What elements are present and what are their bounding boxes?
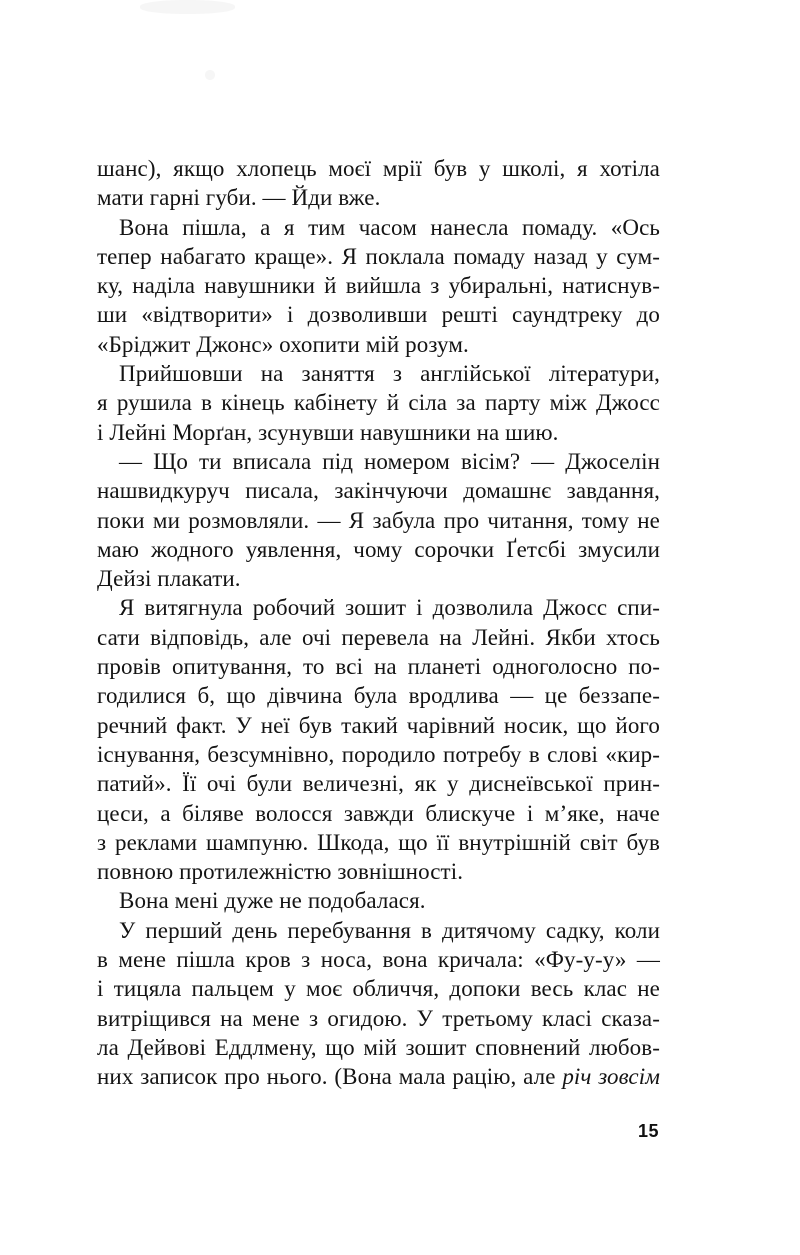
text-line [97,476,660,505]
text-line [97,359,660,388]
text-line [97,447,660,476]
text-segment: цеси, а біляве волосся завжди блискуче і м’яке, наче [97,800,660,826]
text-line [97,652,660,681]
text-line [97,799,660,828]
text-line [97,740,660,769]
text-line [97,1004,660,1033]
paragraph [97,886,660,915]
text-segment: Вона мені дуже не подобалася. [119,888,426,914]
italic-text: річ зовсім [562,1064,660,1090]
scan-artifact [205,70,215,80]
text-line [97,506,660,535]
text-line [97,271,660,300]
text-line [97,828,660,857]
text-segment: Дейзі плакати. [97,566,241,592]
text-line [97,916,660,945]
text-segment: і Лейні Морґан, зсунувши навушники на шию. [97,419,559,445]
paragraph [97,213,660,359]
text-segment: повною протилежністю зовнішності. [97,859,464,885]
text-segment: сати відповідь, але очі перевела на Лейні. Якби хтось [97,624,660,650]
text-segment: в мене пішла кров з носа, вона кричала: «Фу-у-у» — [97,947,660,973]
paragraph [97,154,660,213]
text-line [97,974,660,1003]
text-segment: — Що ти вписала під номером вісім? — Джоселін [119,448,660,474]
text-line [97,1062,660,1091]
text-block [97,154,660,1092]
text-segment: ку, наділа навушники й вийшла з убиральні, натиснув- [97,273,660,299]
text-line [97,154,660,183]
text-segment: тепер набагато краще». Я поклала помаду назад у сум- [97,243,660,269]
text-segment: Прийшовши на заняття з англійської літератури, [119,361,660,387]
text-segment: і тицяла пальцем у моє обличчя, допоки весь клас не [97,976,660,1002]
paragraph [97,916,660,1092]
text-segment: ла Дейвові Еддлмену, що мій зошит сповнений любов- [97,1034,660,1060]
text-segment: витріщився на мене з огидою. У третьому класі сказа- [97,1005,660,1031]
page-number: 15 [637,1121,659,1141]
text-line [97,593,660,622]
text-segment: годилися б, що дівчина була вродлива — це беззапе- [97,683,660,709]
text-line [97,330,660,359]
paragraph [97,447,660,593]
text-line [97,711,660,740]
paragraph [97,359,660,447]
text-line [97,183,660,212]
text-segment: ши «відтворити» і дозволивши решті саундтреку до [97,302,660,328]
text-segment: нашвидкуруч писала, закінчуючи домашнє завдання, [97,478,660,504]
text-segment: Я витягнула робочий зошит і дозволила Джосс спи- [119,595,660,621]
text-line [97,242,660,271]
text-line [97,681,660,710]
paragraph [97,593,660,886]
text-segment: я рушила в кінець кабінету й сіла за парту між Джосс [97,390,660,416]
text-line [97,418,660,447]
text-segment: У перший день перебування в дитячому садку, коли [119,917,660,943]
text-line [97,945,660,974]
text-line [97,535,660,564]
text-segment: речний факт. У неї був такий чарівний носик, що його [97,712,660,738]
text-line [97,769,660,798]
text-segment: провів опитування, то всі на планеті одноголосно по- [97,654,660,680]
text-segment: «Бріджит Джонс» охопити мій розум. [97,331,469,357]
text-line [97,213,660,242]
text-segment: маю жодного уявлення, чому сорочки Ґетсбі змусили [97,536,660,562]
text-segment: з реклами шампуню. Шкода, що її внутрішній світ був [97,829,660,855]
text-segment: існування, безсумнівно, породило потребу в слові «кир- [97,741,660,767]
text-line [97,564,660,593]
text-line [97,857,660,886]
scan-artifact [140,0,235,14]
text-line [97,388,660,417]
text-segment: Вона пішла, а я тим часом нанесла помаду. «Ось [119,214,660,240]
text-line [97,886,660,915]
text-line [97,623,660,652]
text-segment: мати гарні губи. — Йди вже. [97,185,381,211]
text-line [97,300,660,329]
text-segment: поки ми розмовляли. — Я забула про читання, тому не [97,507,660,533]
text-line [97,1033,660,1062]
text-segment: патий». Її очі були величезні, як у диснеївської прин- [97,771,660,797]
text-segment: них записок про нього. (Вона мала рацію, але [97,1064,563,1090]
text-segment: шанс), якщо хлопець моєї мрії був у школі, я хотіла [97,156,660,181]
